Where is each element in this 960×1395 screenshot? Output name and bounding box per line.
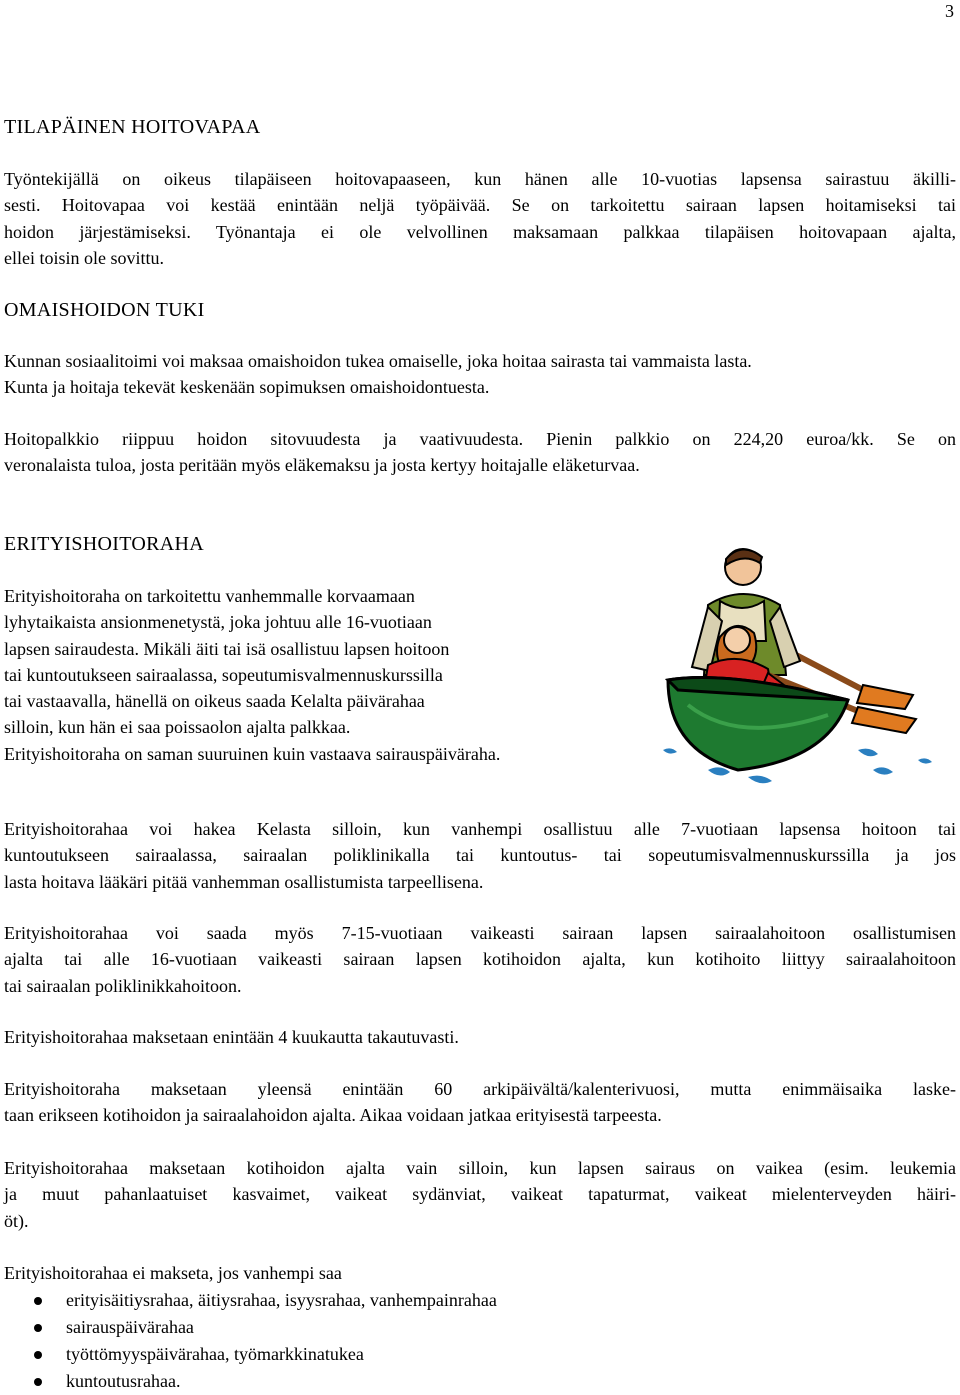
text-line: ja muut pahanlaatuiset kasvaimet, vaikeat sydänviat, vaikeat tapaturmat, vaikeat mielenterveyden häiri- — [4, 1184, 956, 1205]
text-line: lasta hoitava lääkäri pitää vanhemman osallistumista tarpeellisena. — [4, 871, 484, 892]
text-line: tai vastaavalla, hänellä on oikeus saada Kelalta päivärahaa — [4, 691, 425, 712]
paragraph-omaishoito-1 — [4, 348, 956, 401]
text-line: Kunnan sosiaalitoimi voi maksaa omaishoidon tukea omaiselle, joka hoitaa sairasta tai vammaista lasta. — [4, 351, 752, 371]
text-line: hoidon järjestämiseksi. Työnantaja ei ole velvollinen maksamaan palkkaa tilapäisen hoitovapaan ajalta, — [4, 221, 956, 242]
list-item: sairauspäivärahaa — [4, 1314, 497, 1341]
text-line: Erityishoitorahaa ei makseta, jos vanhempi saa — [4, 1263, 342, 1283]
text-line: ajalta tai alle 16-vuotiaan vaikeasti sairaan lapsen kotihoidon ajalta, kun kotihoito liittyy sairaalahoitoon — [4, 949, 956, 970]
paragraph-erityishoitoraha-7 — [4, 1260, 956, 1286]
paragraph-erityishoitoraha-6 — [4, 1155, 956, 1234]
text-line: Erityishoitoraha on saman suuruinen kuin vastaava sairauspäiväraha. — [4, 743, 501, 764]
text-line: Hoitopalkkio riippuu hoidon sitovuudesta ja vaativuudesta. Pienin palkkio on 224,20 euroa/kk. Se on — [4, 429, 956, 449]
paragraph-erityishoitoraha-5 — [4, 1076, 956, 1129]
paragraph-erityishoitoraha-2 — [4, 816, 956, 895]
list-item: kuntoutusrahaa. — [4, 1368, 497, 1395]
text-line: lapsen sairaudesta. Mikäli äiti tai isä osallistuu lapsen hoitoon — [4, 638, 450, 659]
heading-tilapainen-hoitovapaa: TILAPÄINEN HOITOVAPAA — [4, 116, 261, 138]
text-line: Työntekijällä on oikeus tilapäiseen hoitovapaaseen, kun hänen alle 10-vuotias lapsensa sairastuu äkilli- — [4, 169, 956, 189]
paragraph-erityishoitoraha-4 — [4, 1024, 956, 1050]
text-line: öt). — [4, 1210, 29, 1231]
text-line: Kunta ja hoitaja tekevät keskenään sopimuksen omaishoidontuesta. — [4, 377, 490, 398]
text-line: tai sairaalan poliklinikkahoitoon. — [4, 975, 242, 996]
text-line: lyhytaikaista ansionmenetystä, joka johtuu alle 16-vuotiaan — [4, 612, 432, 633]
heading-erityishoitoraha: ERITYISHOITORAHA — [4, 533, 204, 555]
text-line: tai kuntoutukseen sairaalassa, sopeutumisvalmennuskurssilla — [4, 664, 443, 685]
text-line: taan erikseen kotihoidon ja sairaalahoidon ajalta. Aikaa voidaan jatkaa erityisestä tarpeesta. — [4, 1105, 662, 1126]
text-line: Erityishoitorahaa maksetaan kotihoidon ajalta vain silloin, kun lapsen sairaus on vaikea (esim. leukemia — [4, 1158, 956, 1178]
text-line: Erityishoitorahaa voi saada myös 7-15-vuotiaan vaikeasti sairaan lapsen sairaalahoitoon osallistumisen — [4, 923, 956, 943]
page-number: 3 — [945, 1, 954, 21]
text-line: Erityishoitorahaa voi hakea Kelasta silloin, kun vanhempi osallistuu alle 7-vuotiaan lapsensa hoitoon tai — [4, 819, 956, 839]
heading-omaishoidon-tuki: OMAISHOIDON TUKI — [4, 299, 205, 321]
canoe-clipart-icon — [648, 545, 948, 785]
text-line: veronalaista tuloa, josta peritään myös eläkemaksu ja josta kertyy hoitajalle eläketurvaa. — [4, 455, 640, 476]
text-line: sesti. Hoitovapaa voi kestää enintään neljä työpäivää. Se on tarkoitettu sairaan lapsen hoitamiseksi tai — [4, 195, 956, 216]
text-line: Erityishoitoraha maksetaan yleensä enintään 60 arkipäivältä/kalenterivuosi, mutta enimmäisaika laske- — [4, 1079, 956, 1099]
paragraph-tilapainen — [4, 166, 956, 271]
text-line: kuntoutukseen sairaalassa, sairaalan poliklinikalla tai kuntoutus- tai sopeutumisvalmennuskurssilla ja jos — [4, 845, 956, 866]
text-line: silloin, kun hän ei saa poissaolon ajalta palkkaa. — [4, 717, 351, 738]
list-item: erityisäitiysrahaa, äitiysrahaa, isyysrahaa, vanhempainrahaa — [4, 1287, 497, 1314]
text-line: Erityishoitorahaa maksetaan enintään 4 kuukautta takautuvasti. — [4, 1027, 459, 1047]
paragraph-erityishoitoraha-3 — [4, 920, 956, 999]
exclusion-list — [4, 1287, 497, 1395]
paragraph-erityishoitoraha-intro — [4, 583, 644, 767]
text-line: ellei toisin ole sovittu. — [4, 247, 164, 268]
paragraph-omaishoito-2 — [4, 426, 956, 479]
list-item: työttömyyspäivärahaa, työmarkkinatukea — [4, 1341, 497, 1368]
text-line: Erityishoitoraha on tarkoitettu vanhemmalle korvaamaan — [4, 586, 415, 606]
